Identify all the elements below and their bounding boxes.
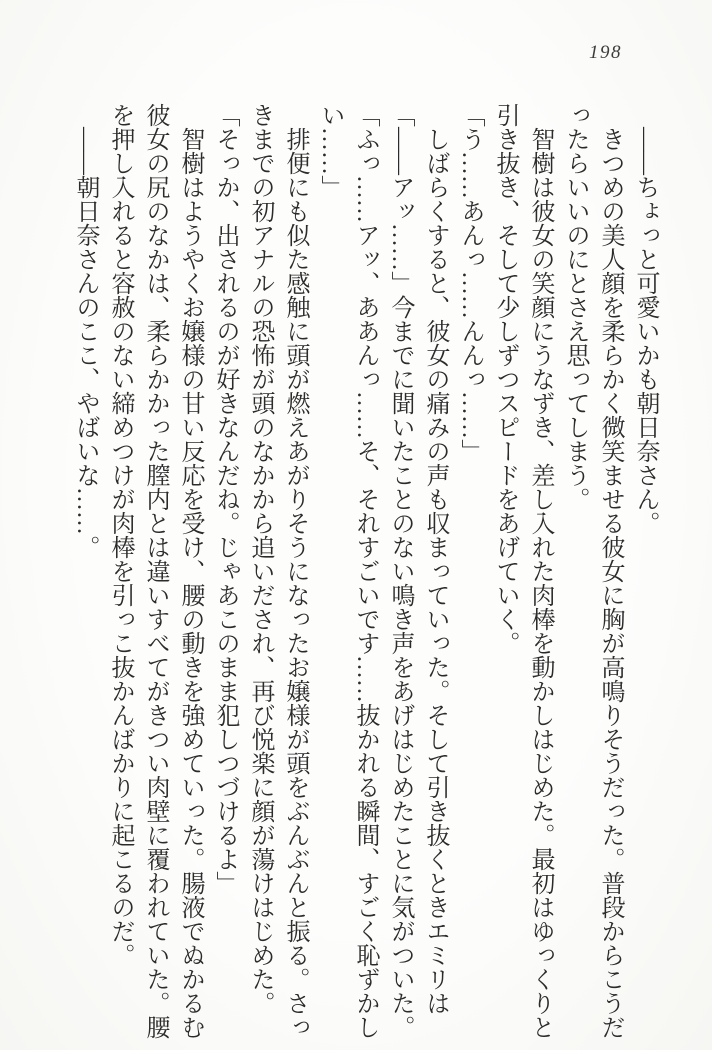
paragraph-3: 智樹は彼女の笑顔にうなずき、差し入れた肉棒を動かしはじめた。最初はゆっくりと引き抜き、そして少しずつスピードをあげていく。 bbox=[492, 103, 553, 1039]
paragraph-4: 「う……あんっ……んんっ……」 bbox=[457, 103, 483, 463]
paragraph-2: きつめの美人顔を柔らかく微笑ませる彼女に胸が高鳴りそうだった。普段からこうだったらいいのにとさえ思ってしまう。 bbox=[562, 103, 623, 1039]
paragraph-9: 智樹はようやくお嬢様の甘い反応を受け、腰の動きを強めていった。腸液でぬかるむ彼女の尻のなかは、柔らかかった膣内とは違いすべてがきつい肉壁に覆われていた。腰を押し入れると容赦のない締めつけが肉棒を引っこ抜かんばかりに起こるのだ。 bbox=[107, 103, 203, 1039]
paragraph-1: ——ちょっと可愛いかも朝日奈さん。 bbox=[632, 127, 658, 535]
paragraph-7: 排便にも似た感触に頭が燃えあがりそうになったお嬢様が頭をぶんぶんと振る。さっきまでの初アナルの恐怖が頭のなかから追いだされ、再び悦楽に顔が蕩けはじめた。 bbox=[247, 103, 308, 1039]
paragraph-5: しばらくすると、彼女の痛みの声も収まっていった。そして引き抜くときエミリは「——アッ……」今までに聞いたことのない鳴き声をあげはじめたことに気がついた。 bbox=[387, 103, 448, 1039]
paragraph-6: 「ふっ……アッ、ああんっ……そ、それすごいです……抜かれる瞬間、すごく恥ずかしい……」 bbox=[317, 103, 378, 1039]
paragraph-10: ——朝日奈さんのここ、やばいな……。 bbox=[72, 127, 98, 559]
body-text bbox=[62, 103, 662, 1043]
paragraph-8: 「そっか、出されるのが好きなんだね。じゃあこのまま犯しつづけるよ」 bbox=[212, 103, 238, 895]
page-number: 198 bbox=[589, 42, 622, 63]
